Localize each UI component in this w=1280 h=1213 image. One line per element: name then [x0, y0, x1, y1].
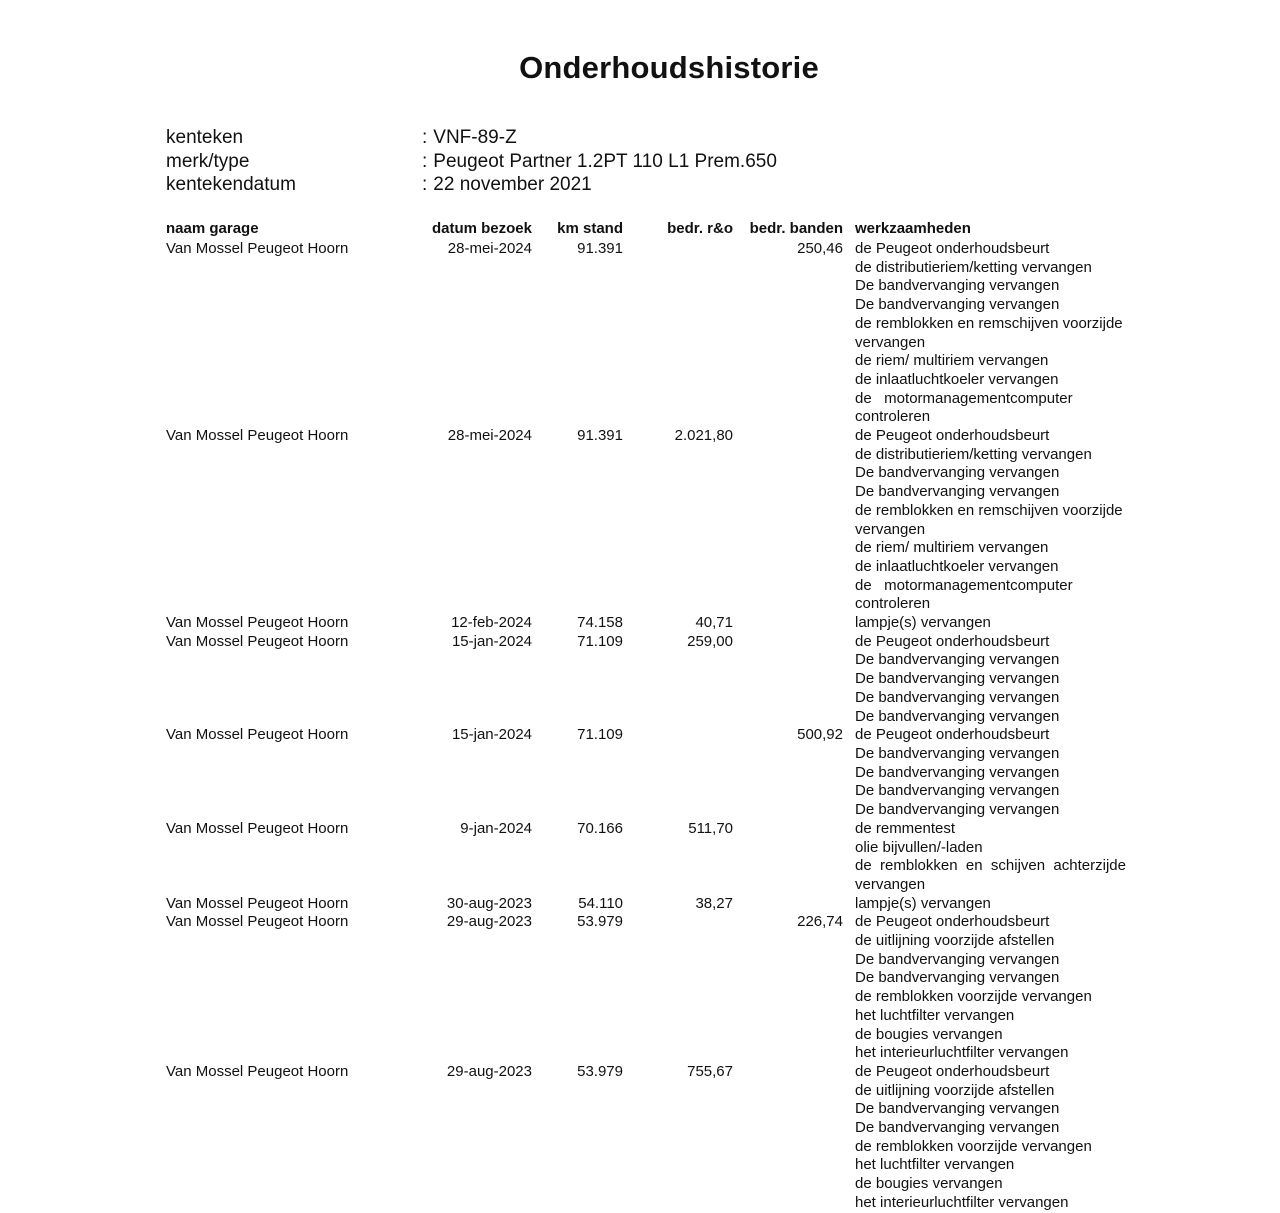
werkzaamheden-cell: [855, 427, 1155, 614]
km-cell: 91.391: [577, 427, 623, 445]
merk-value: Peugeot Partner 1.2PT 110 L1 Prem.650: [433, 150, 777, 172]
werkzaamheden-line: De bandvervanging vervangen: [855, 1100, 1060, 1118]
garage-cell: Van Mossel Peugeot Hoorn: [166, 913, 349, 931]
maintenance-table: [0, 240, 1280, 1213]
col-header-datum: datum bezoek: [431, 220, 532, 237]
werkzaamheden-cell: [855, 614, 1155, 633]
werkzaamheden-line: De bandvervanging vervangen: [855, 950, 1060, 968]
datum-cell: 29-aug-2023: [446, 913, 532, 931]
werkzaamheden-cell: [855, 1063, 1155, 1213]
garage-cell: Van Mossel Peugeot Hoorn: [166, 819, 349, 837]
werkzaamheden-cell: [855, 726, 1155, 820]
km-cell: 54.110: [578, 894, 623, 912]
table-row: [0, 1063, 1280, 1213]
col-header-werk: werkzaamheden: [855, 220, 971, 237]
garage-cell: Van Mossel Peugeot Hoorn: [166, 894, 349, 912]
ro-amount-cell: 259,00: [687, 632, 733, 650]
kenteken-value: VNF-89-Z: [433, 127, 517, 148]
datum-cell: 29-aug-2023: [446, 1062, 532, 1080]
werkzaamheden-line: de remblokken en remschijven voorzijde: [855, 501, 1123, 519]
datum-cell: 15-jan-2024: [451, 726, 532, 744]
garage-cell: Van Mossel Peugeot Hoorn: [166, 240, 349, 257]
werkzaamheden-line: de remmentest: [855, 819, 956, 837]
werkzaamheden-cell: [855, 240, 1155, 427]
werkzaamheden-line: de Peugeot onderhoudsbeurt: [855, 726, 1050, 744]
werkzaamheden-cell: [855, 895, 1155, 914]
merk-label: merk/type: [166, 150, 250, 172]
table-row: [0, 614, 1280, 633]
werkzaamheden-line: lampje(s) vervangen: [855, 614, 991, 632]
table-row: [0, 820, 1280, 895]
km-cell: 71.109: [577, 632, 623, 650]
werkzaamheden-line: het interieurluchtfilter vervangen: [855, 1044, 1069, 1062]
werkzaamheden-line: de distributieriem/ketting vervangen: [855, 445, 1092, 463]
datum-cell: 28-mei-2024: [447, 240, 532, 257]
werkzaamheden-line: de Peugeot onderhoudsbeurt: [855, 240, 1050, 257]
garage-cell: Van Mossel Peugeot Hoorn: [166, 1062, 349, 1080]
werkzaamheden-line: lampje(s) vervangen: [855, 894, 991, 912]
table-row: [0, 913, 1280, 1063]
werkzaamheden-line: het luchtfilter vervangen: [855, 1006, 1015, 1024]
werkzaamheden-line: de motormanagementcomputer: [855, 389, 1073, 407]
werkzaamheden-cell: [855, 820, 1155, 895]
werkzaamheden-cell: [855, 633, 1155, 727]
kentekendatum-value-wrap: [422, 173, 592, 197]
kentekendatum-value: 22 november 2021: [433, 174, 592, 195]
kenteken-value-wrap: [422, 126, 517, 150]
werkzaamheden-line: De bandvervanging vervangen: [855, 1119, 1060, 1137]
table-row: [0, 633, 1280, 727]
werkzaamheden-line: vervangen: [855, 520, 926, 538]
werkzaamheden-line: De bandvervanging vervangen: [855, 464, 1060, 482]
werkzaamheden-line: het luchtfilter vervangen: [855, 1156, 1015, 1174]
werkzaamheden-line: de remblokken voorzijde vervangen: [855, 1137, 1092, 1155]
werkzaamheden-line: de bougies vervangen: [855, 1175, 1003, 1193]
werkzaamheden-line: de riem/ multiriem vervangen: [855, 352, 1049, 370]
ro-amount-cell: 755,67: [687, 1062, 733, 1080]
datum-cell: 15-jan-2024: [451, 632, 532, 650]
werkzaamheden-line: de remblokken voorzijde vervangen: [855, 988, 1092, 1006]
banden-amount-cell: 226,74: [797, 913, 843, 931]
werkzaamheden-line: de Peugeot onderhoudsbeurt: [855, 427, 1050, 445]
col-header-banden: bedr. banden: [749, 220, 843, 237]
km-cell: 53.979: [577, 913, 623, 931]
werkzaamheden-line: de Peugeot onderhoudsbeurt: [855, 913, 1050, 931]
garage-cell: Van Mossel Peugeot Hoorn: [166, 632, 349, 650]
werkzaamheden-line: De bandvervanging vervangen: [855, 651, 1060, 669]
table-row: [0, 726, 1280, 820]
werkzaamheden-line: De bandvervanging vervangen: [855, 277, 1060, 295]
werkzaamheden-line: het interieurluchtfilter vervangen: [855, 1193, 1069, 1211]
col-header-ro: bedr. r&o: [667, 220, 733, 237]
werkzaamheden-line: De bandvervanging vervangen: [855, 969, 1060, 987]
ro-amount-cell: 40,71: [695, 614, 733, 632]
werkzaamheden-cell: [855, 913, 1155, 1063]
werkzaamheden-line: de inlaatluchtkoeler vervangen: [855, 370, 1059, 388]
table-row: [0, 895, 1280, 914]
werkzaamheden-line: De bandvervanging vervangen: [855, 801, 1060, 819]
page-title: Onderhoudshistorie: [519, 50, 819, 85]
garage-cell: Van Mossel Peugeot Hoorn: [166, 427, 349, 445]
merk-value-wrap: [422, 150, 777, 174]
werkzaamheden-line: controleren: [855, 595, 931, 613]
ro-amount-cell: 38,27: [695, 894, 733, 912]
kenteken-label: kenteken: [166, 127, 244, 148]
werkzaamheden-line: vervangen: [855, 333, 926, 351]
werkzaamheden-line: de Peugeot onderhoudsbeurt: [855, 1062, 1050, 1080]
datum-cell: 30-aug-2023: [446, 894, 532, 912]
banden-amount-cell: 500,92: [797, 726, 843, 744]
km-cell: 71.109: [577, 726, 623, 744]
banden-amount-cell: 250,46: [797, 240, 843, 257]
werkzaamheden-line: De bandvervanging vervangen: [855, 782, 1060, 800]
ro-amount-cell: 511,70: [688, 819, 733, 837]
werkzaamheden-line: de bougies vervangen: [855, 1025, 1003, 1043]
km-cell: 70.166: [577, 819, 623, 837]
werkzaamheden-line: de riem/ multiriem vervangen: [855, 539, 1049, 557]
garage-cell: Van Mossel Peugeot Hoorn: [166, 614, 349, 632]
ro-amount-cell: 2.021,80: [674, 427, 733, 445]
col-header-garage: naam garage: [166, 220, 259, 237]
col-header-km: km stand: [557, 220, 623, 237]
table-row: [0, 240, 1280, 427]
werkzaamheden-line: De bandvervanging vervangen: [855, 763, 1060, 781]
werkzaamheden-line: de remblokken en schijven achterzijde: [855, 857, 1126, 875]
werkzaamheden-line: de inlaatluchtkoeler vervangen: [855, 557, 1059, 575]
kentekendatum-label: kentekendatum: [166, 174, 296, 195]
werkzaamheden-line: de motormanagementcomputer: [855, 576, 1073, 594]
colon: :: [422, 174, 428, 195]
table-row: [0, 427, 1280, 614]
werkzaamheden-line: de uitlijning voorzijde afstellen: [855, 932, 1055, 950]
werkzaamheden-line: de remblokken en remschijven voorzijde: [855, 314, 1123, 332]
km-cell: 91.391: [577, 240, 623, 257]
colon: :: [422, 127, 428, 148]
km-cell: 74.158: [577, 614, 623, 632]
werkzaamheden-line: De bandvervanging vervangen: [855, 707, 1060, 725]
werkzaamheden-line: vervangen: [855, 875, 926, 893]
garage-cell: Van Mossel Peugeot Hoorn: [166, 726, 349, 744]
werkzaamheden-line: De bandvervanging vervangen: [855, 670, 1060, 688]
werkzaamheden-line: olie bijvullen/-laden: [855, 838, 983, 856]
datum-cell: 28-mei-2024: [447, 427, 532, 445]
datum-cell: 9-jan-2024: [460, 819, 532, 837]
werkzaamheden-line: De bandvervanging vervangen: [855, 483, 1060, 501]
colon: :: [422, 150, 428, 172]
werkzaamheden-line: de uitlijning voorzijde afstellen: [855, 1081, 1055, 1099]
werkzaamheden-line: controleren: [855, 408, 931, 426]
werkzaamheden-line: de Peugeot onderhoudsbeurt: [855, 632, 1050, 650]
km-cell: 53.979: [577, 1062, 623, 1080]
werkzaamheden-line: De bandvervanging vervangen: [855, 744, 1060, 762]
datum-cell: 12-feb-2024: [451, 614, 532, 632]
werkzaamheden-line: De bandvervanging vervangen: [855, 296, 1060, 314]
werkzaamheden-line: De bandvervanging vervangen: [855, 688, 1060, 706]
werkzaamheden-line: de distributieriem/ketting vervangen: [855, 258, 1092, 276]
